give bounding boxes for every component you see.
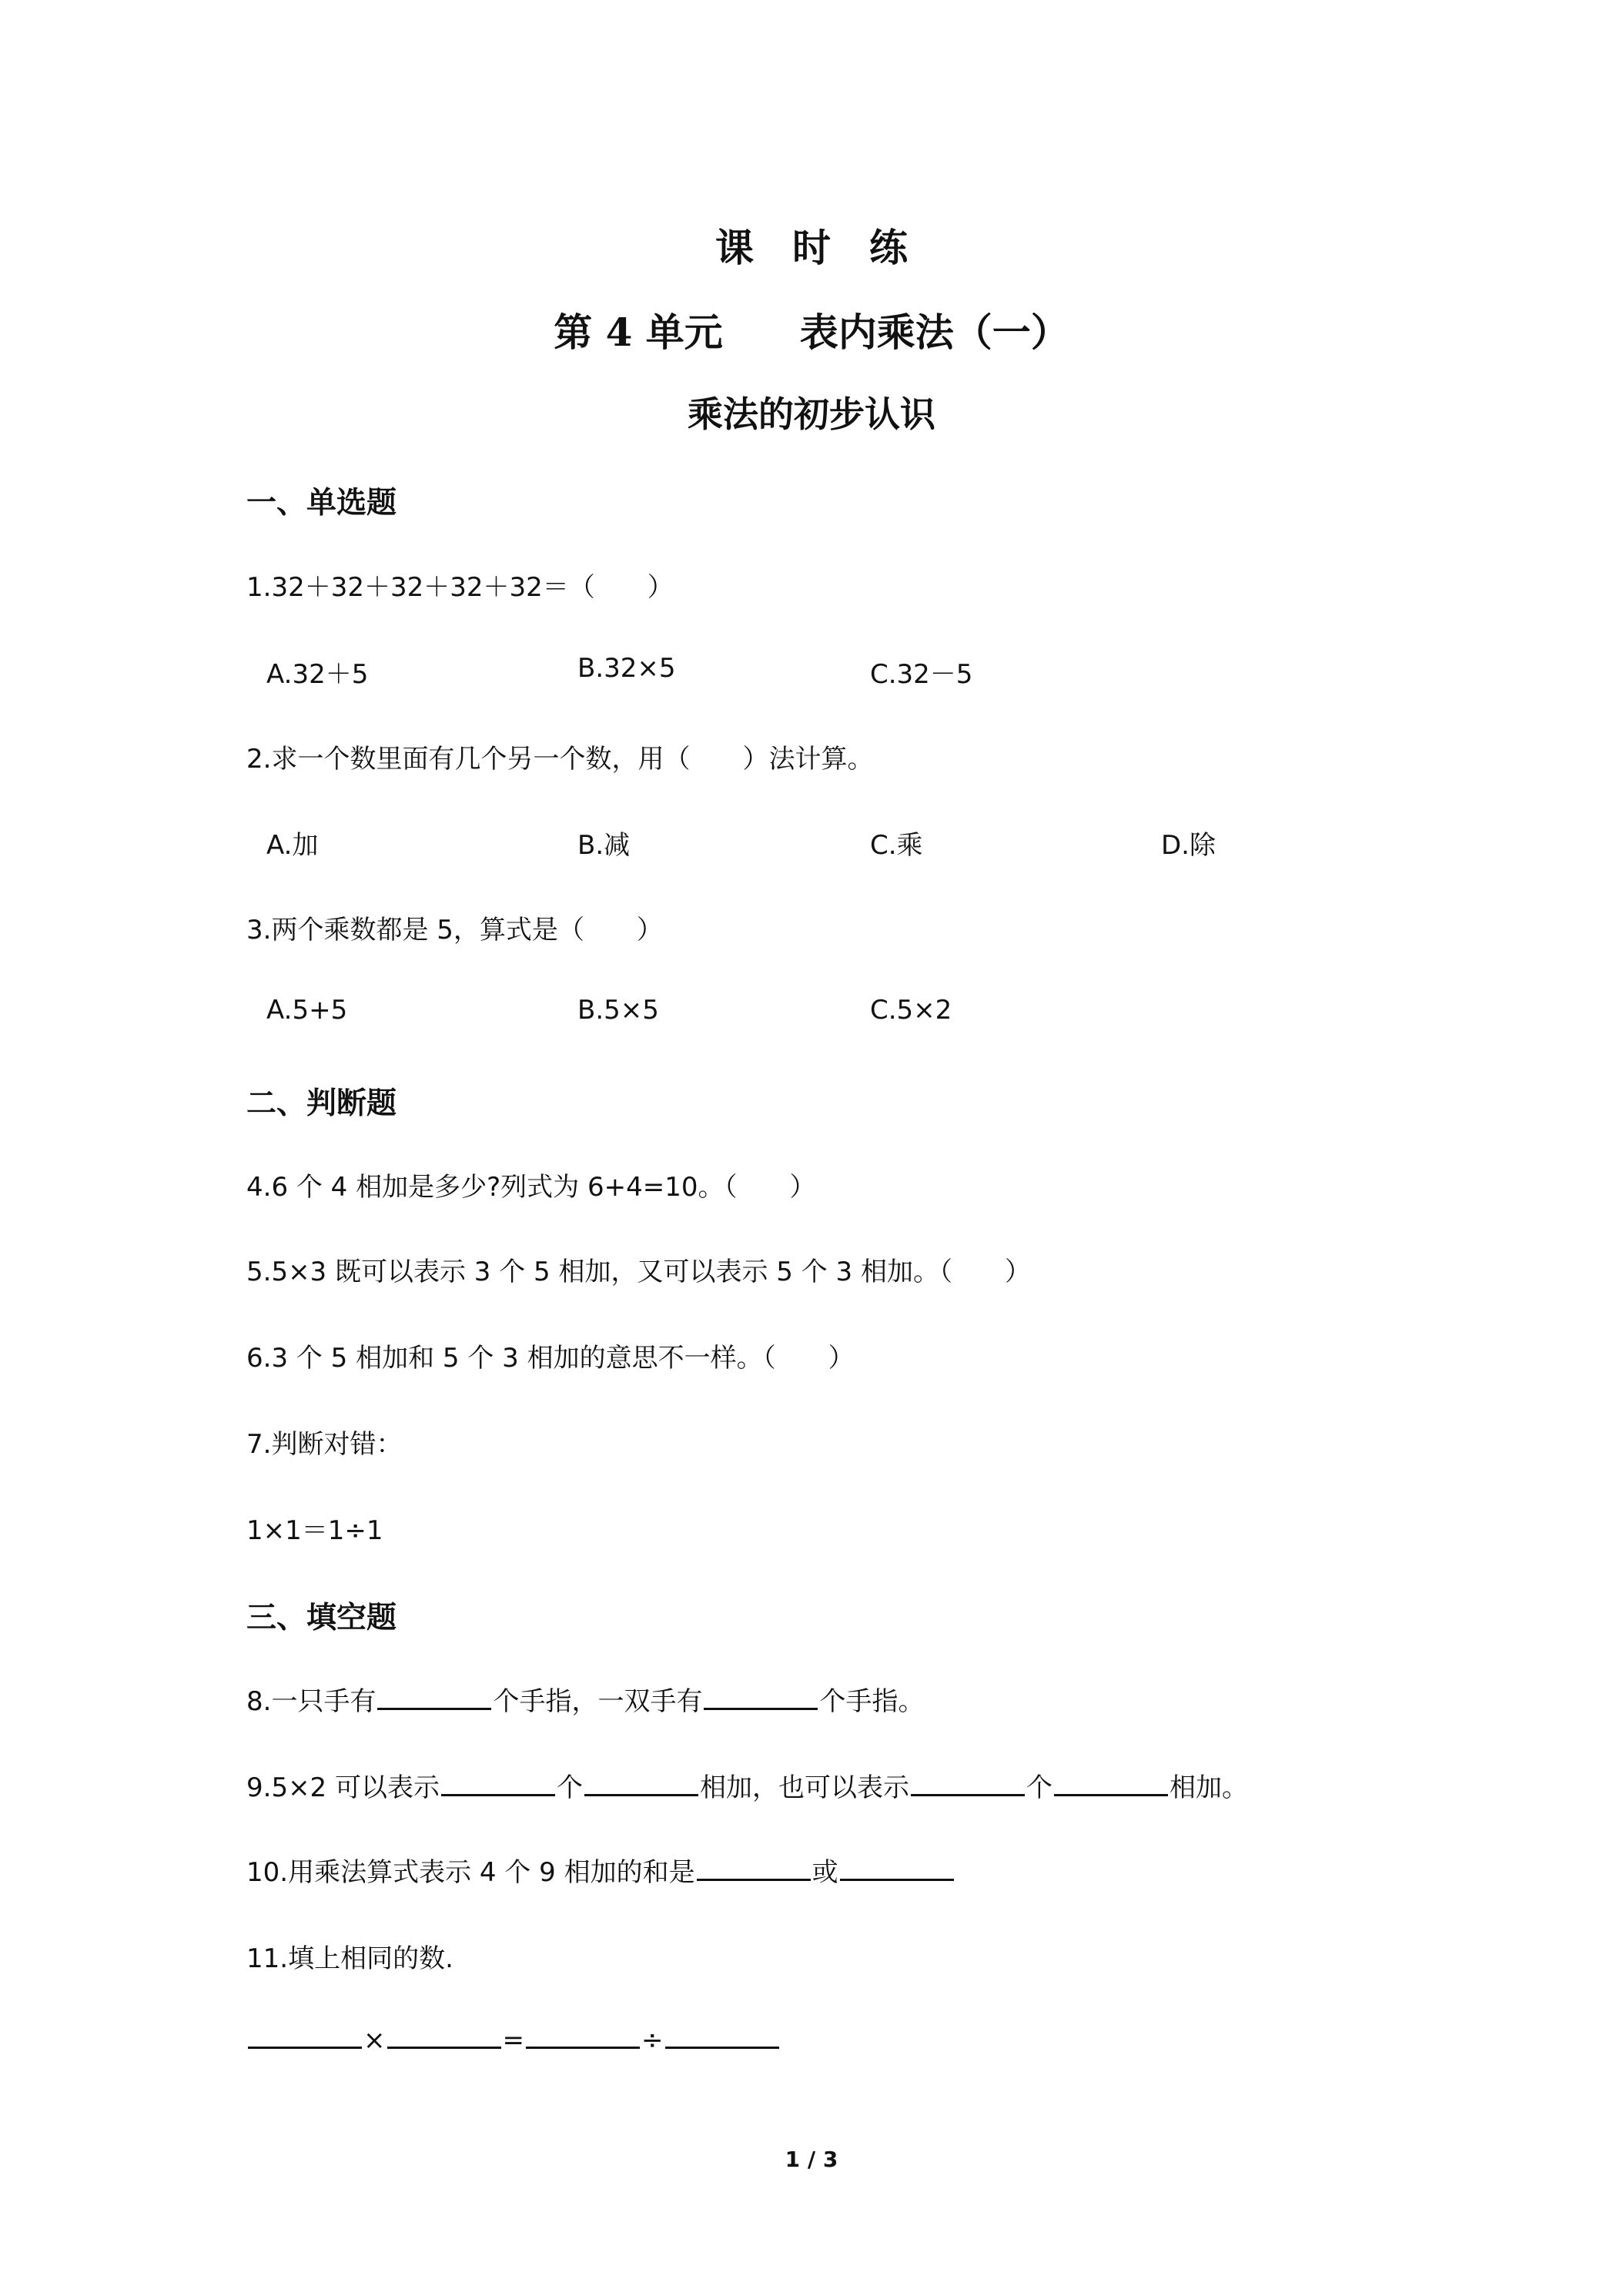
answer-blank[interactable] [1054, 1771, 1168, 1796]
q10-text-1: 10.用乘法算式表示 4 个 9 相加的和是 [246, 1857, 695, 1888]
answer-blank[interactable] [697, 1856, 811, 1881]
answer-blank[interactable] [704, 1685, 818, 1710]
question-7-expression: 1×1＝1÷1 [246, 1515, 383, 1546]
section-heading-fill-blank: 三、填空题 [246, 1601, 397, 1635]
section-heading-single-choice: 一、单选题 [246, 486, 397, 520]
question-3: 3.两个乘数都是 5，算式是（ ） [246, 915, 663, 946]
question-4: 4.6 个 4 相加是多少?列式为 6+4=10。（ ） [246, 1172, 816, 1203]
answer-blank[interactable] [441, 1771, 555, 1796]
q3-option-b: B.5×5 [577, 995, 659, 1026]
q8-text-3: 个手指。 [819, 1686, 925, 1717]
answer-blank[interactable] [387, 2023, 501, 2049]
equals-sign: = [502, 2025, 524, 2056]
q9-text-1: 9.5×2 可以表示 [246, 1772, 440, 1803]
question-1: 1.32＋32＋32＋32＋32＝（ ） [246, 572, 674, 603]
divide-sign: ÷ [641, 2025, 664, 2056]
section-heading-true-false: 二、判断题 [246, 1086, 397, 1121]
q10-text-2: 或 [812, 1857, 838, 1888]
question-2: 2.求一个数里面有几个另一个数，用（ ）法计算。 [246, 744, 874, 775]
question-11-equation [246, 2023, 781, 2056]
answer-blank[interactable] [665, 2023, 779, 2049]
question-11: 11.填上相同的数. [246, 1943, 453, 1974]
q2-option-a: A.加 [266, 830, 319, 861]
q3-option-a: A.5+5 [266, 995, 348, 1026]
q8-text-1: 8.一只手有 [246, 1686, 376, 1717]
question-8 [246, 1680, 924, 1718]
q1-option-a: A.32＋5 [266, 659, 369, 690]
q8-text-2: 个手指，一双手有 [493, 1686, 703, 1717]
answer-blank[interactable] [377, 1685, 491, 1710]
document-title: 课 时 练 [715, 225, 908, 270]
q2-option-c: C.乘 [870, 830, 923, 861]
q9-text-4: 个 [1026, 1772, 1052, 1803]
answer-blank[interactable] [840, 1856, 954, 1881]
q9-text-2: 个 [557, 1772, 583, 1803]
q9-text-5: 相加。 [1170, 1772, 1248, 1803]
q1-option-c: C.32－5 [870, 659, 973, 690]
q1-option-b: B.32×5 [577, 653, 676, 684]
page-number: 1 / 3 [785, 2147, 838, 2172]
times-sign: × [363, 2025, 386, 2056]
q2-option-d: D.除 [1161, 830, 1216, 861]
answer-blank[interactable] [911, 1771, 1025, 1796]
answer-blank[interactable] [584, 1771, 698, 1796]
lesson-title: 乘法的初步认识 [688, 393, 935, 435]
question-5: 5.5×3 既可以表示 3 个 5 相加，又可以表示 5 个 3 相加。（ ） [246, 1257, 1031, 1287]
answer-blank[interactable] [526, 2023, 640, 2049]
question-10 [246, 1851, 955, 1889]
unit-title: 第 4 单元 表内乘法（一） [554, 310, 1069, 355]
question-7: 7.判断对错： [246, 1429, 403, 1460]
question-6: 6.3 个 5 相加和 5 个 3 相加的意思不一样。（ ） [246, 1343, 855, 1374]
answer-blank[interactable] [248, 2023, 362, 2049]
question-9 [246, 1766, 1248, 1804]
q3-option-c: C.5×2 [870, 995, 952, 1026]
q9-text-3: 相加，也可以表示 [700, 1772, 909, 1803]
q2-option-b: B.减 [577, 830, 631, 861]
